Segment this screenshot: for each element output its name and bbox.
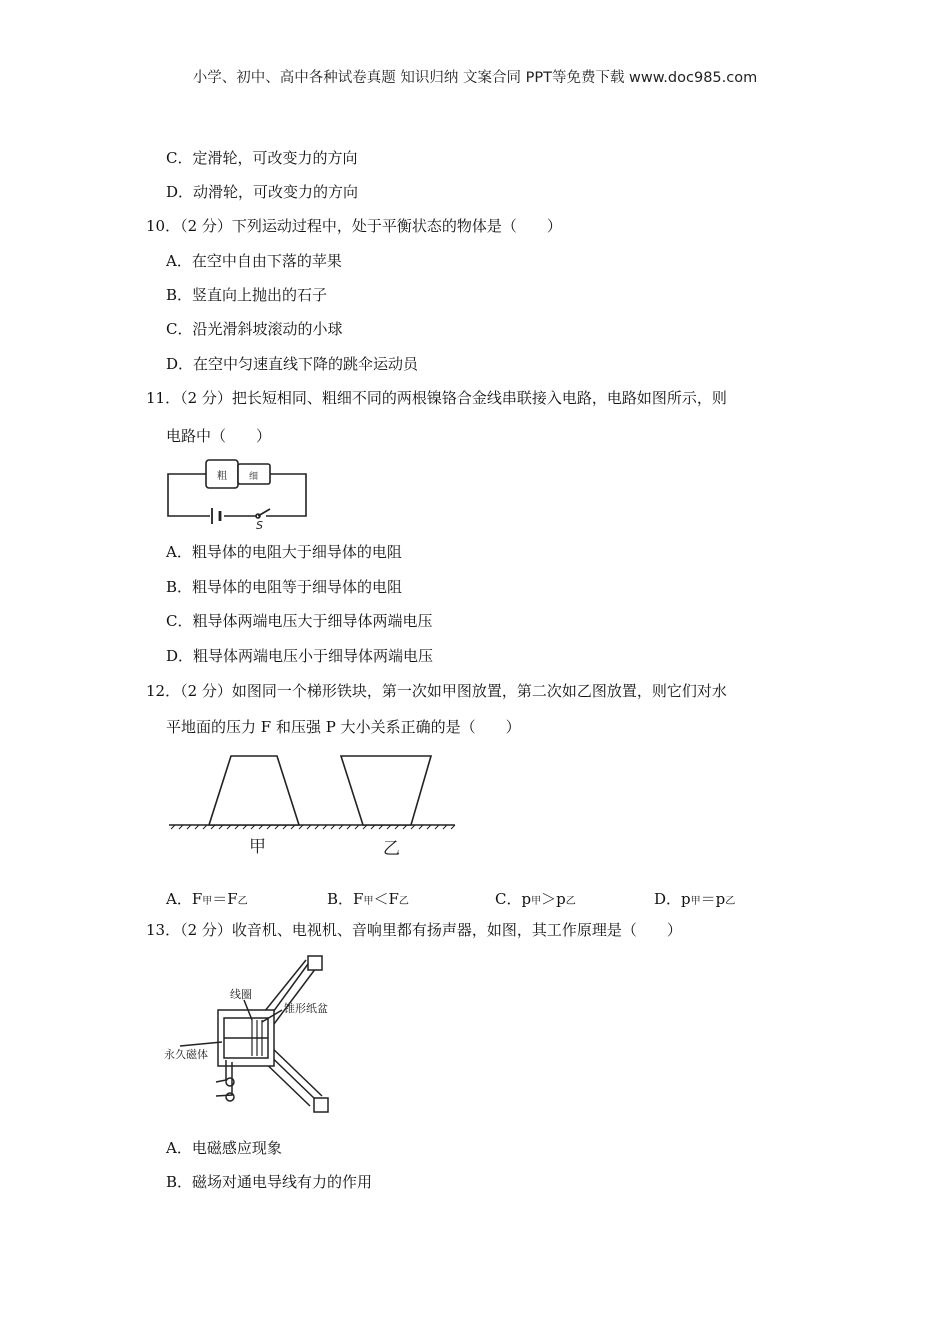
coil-label: 线圈 [230,988,252,1001]
q12-option-b: B．F甲＜F乙 [327,890,409,908]
q11-stem-line1: 11．（2 分）把长短相同、粗细不同的两根镍铬合金线串联接入电路，电路如图所示，则 [146,389,727,407]
magnet-label: 永久磁体 [164,1048,208,1061]
cone-label: 锥形纸盆 [284,1002,328,1015]
q9-option-c: C．定滑轮，可改变力的方向 [166,149,358,167]
label-yi: 乙 [383,839,400,859]
q11-option-d: D．粗导体两端电压小于细导体两端电压 [166,647,434,665]
q10-option-c: C．沿光滑斜坡滚动的小球 [166,320,343,338]
q12-option-a: A．F甲＝F乙 [166,890,248,908]
q12-stem-line2: 平地面的压力 F 和压强 P 大小关系正确的是（ ） [166,718,521,736]
switch-label: S [256,519,263,530]
q13-option-a: A．电磁感应现象 [166,1139,282,1157]
circuit-diagram [160,454,320,530]
label-jia: 甲 [249,837,266,857]
q10-option-d: D．在空中匀速直线下降的跳伞运动员 [166,355,419,373]
q10-option-b: B．竖直向上抛出的石子 [166,286,328,304]
q12-option-d: D．p甲＝p乙 [654,890,736,908]
q12-option-c: C．p甲＞p乙 [495,890,576,908]
thin-conductor-label: 细 [249,472,259,482]
thick-conductor-label: 粗 [217,471,227,482]
q11-stem-line2: 电路中（ ） [166,427,272,445]
page-header: 小学、初中、高中各种试卷真题 知识归纳 文案合同 PPT等免费下载 www.doc985.com [192,70,758,86]
trapezoid-figure [165,748,460,860]
q10-option-a: A．在空中自由下落的苹果 [166,252,342,270]
q13-option-b: B．磁场对通电导线有力的作用 [166,1173,373,1191]
q12-stem-line1: 12．（2 分）如图同一个梯形铁块，第一次如甲图放置，第二次如乙图放置，则它们对水 [146,682,727,700]
q13-stem: 13．（2 分）收音机、电视机、音响里都有扬声器，如图，其工作原理是（ ） [146,921,682,939]
q11-option-c: C．粗导体两端电压大于细导体两端电压 [166,612,433,630]
q10-stem: 10．（2 分）下列运动过程中，处于平衡状态的物体是（ ） [146,217,562,235]
q11-option-b: B．粗导体的电阻等于细导体的电阻 [166,578,403,596]
q9-option-d: D．动滑轮，可改变力的方向 [166,183,359,201]
loudspeaker-diagram [160,950,360,1122]
q11-option-a: A．粗导体的电阻大于细导体的电阻 [166,543,402,561]
